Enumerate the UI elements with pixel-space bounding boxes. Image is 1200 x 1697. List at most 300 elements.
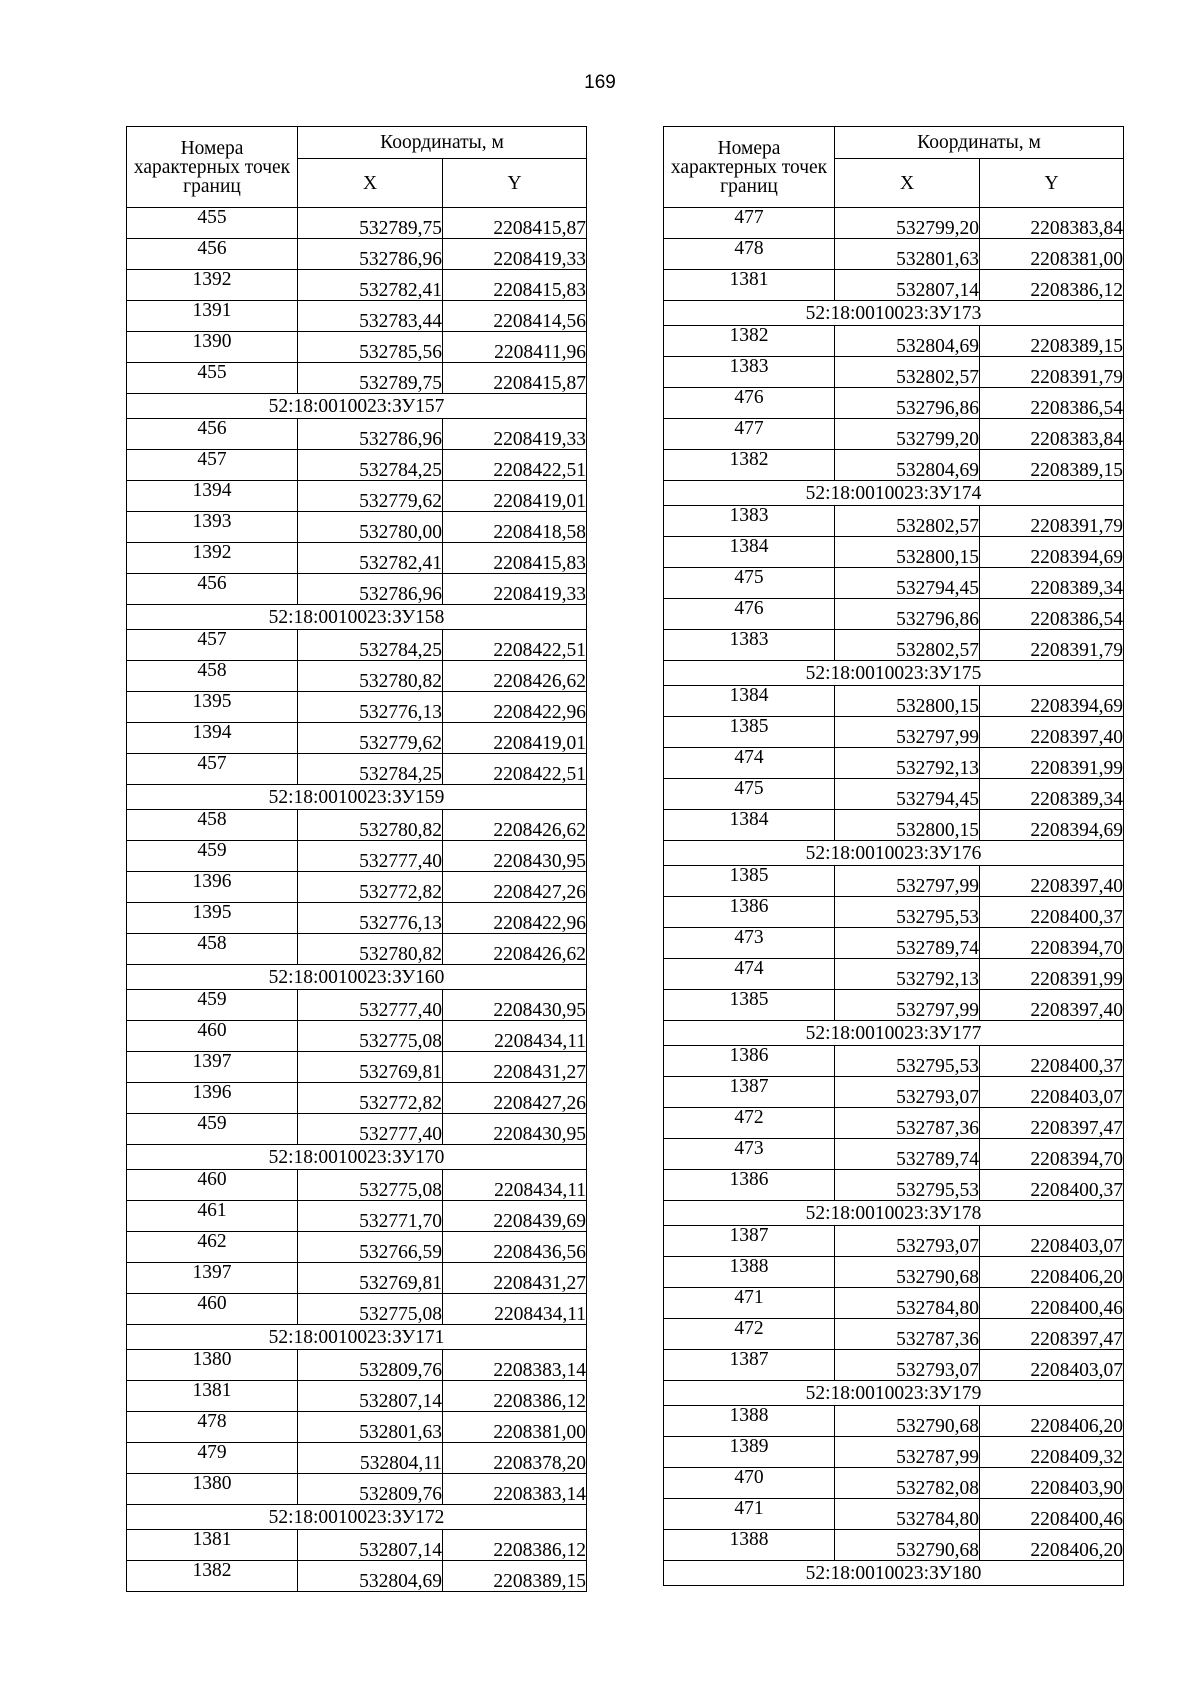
cadastral-number: 52:18:0010023:ЗУ173 <box>664 301 1124 326</box>
table-row <box>127 332 587 363</box>
x-coordinate: 532799,20 <box>835 208 980 239</box>
cadastral-number: 52:18:0010023:ЗУ177 <box>664 1021 1124 1046</box>
header-x: X <box>298 159 443 208</box>
point-number: 475 <box>664 779 835 810</box>
point-number: 459 <box>127 841 298 872</box>
table-row <box>127 1381 587 1412</box>
y-coordinate: 2208422,51 <box>443 754 587 785</box>
x-coordinate: 532790,68 <box>835 1530 980 1561</box>
x-coordinate: 532793,07 <box>835 1226 980 1257</box>
section-row <box>127 605 587 630</box>
y-coordinate: 2208378,20 <box>443 1443 587 1474</box>
point-number: 455 <box>127 363 298 394</box>
point-number: 1385 <box>664 990 835 1021</box>
x-coordinate: 532794,45 <box>835 779 980 810</box>
point-number: 1397 <box>127 1052 298 1083</box>
y-coordinate: 2208386,12 <box>443 1381 587 1412</box>
y-coordinate: 2208430,95 <box>443 990 587 1021</box>
point-number: 476 <box>664 599 835 630</box>
table-row <box>127 450 587 481</box>
x-coordinate: 532802,57 <box>835 630 980 661</box>
table-row <box>127 1232 587 1263</box>
table-row <box>127 301 587 332</box>
cadastral-number: 52:18:0010023:ЗУ170 <box>127 1145 587 1170</box>
y-coordinate: 2208419,01 <box>443 481 587 512</box>
point-number: 1384 <box>664 686 835 717</box>
section-row <box>127 785 587 810</box>
x-coordinate: 532801,63 <box>298 1412 443 1443</box>
point-number: 1396 <box>127 1083 298 1114</box>
y-coordinate: 2208389,34 <box>980 568 1124 599</box>
y-coordinate: 2208427,26 <box>443 1083 587 1114</box>
x-coordinate: 532769,81 <box>298 1052 443 1083</box>
point-number: 458 <box>127 934 298 965</box>
point-number: 1387 <box>664 1226 835 1257</box>
x-coordinate: 532795,53 <box>835 1046 980 1077</box>
point-number: 1396 <box>127 872 298 903</box>
x-coordinate: 532783,44 <box>298 301 443 332</box>
header-point-numbers: Номера характерных точек границ <box>664 127 835 208</box>
section-row <box>664 1561 1124 1586</box>
table-row <box>664 1170 1124 1201</box>
x-coordinate: 532809,76 <box>298 1350 443 1381</box>
table-row <box>127 1201 587 1232</box>
table-row <box>664 239 1124 270</box>
y-coordinate: 2208389,15 <box>980 326 1124 357</box>
section-row <box>664 841 1124 866</box>
y-coordinate: 2208415,87 <box>443 363 587 394</box>
y-coordinate: 2208394,69 <box>980 810 1124 841</box>
table-row <box>127 934 587 965</box>
x-coordinate: 532789,75 <box>298 208 443 239</box>
x-coordinate: 532796,86 <box>835 388 980 419</box>
x-coordinate: 532792,13 <box>835 748 980 779</box>
x-coordinate: 532804,69 <box>298 1561 443 1592</box>
y-coordinate: 2208400,37 <box>980 897 1124 928</box>
x-coordinate: 532779,62 <box>298 481 443 512</box>
table-row <box>664 959 1124 990</box>
point-number: 1382 <box>664 326 835 357</box>
x-coordinate: 532771,70 <box>298 1201 443 1232</box>
table-row <box>127 1443 587 1474</box>
cadastral-number: 52:18:0010023:ЗУ175 <box>664 661 1124 686</box>
section-row <box>664 481 1124 506</box>
table-row <box>127 208 587 239</box>
x-coordinate: 532792,13 <box>835 959 980 990</box>
x-coordinate: 532780,00 <box>298 512 443 543</box>
x-coordinate: 532787,99 <box>835 1437 980 1468</box>
x-coordinate: 532804,11 <box>298 1443 443 1474</box>
table-row <box>664 897 1124 928</box>
point-number: 1386 <box>664 897 835 928</box>
y-coordinate: 2208436,56 <box>443 1232 587 1263</box>
table-row <box>127 630 587 661</box>
point-number: 1381 <box>127 1530 298 1561</box>
table-row <box>664 810 1124 841</box>
y-coordinate: 2208400,46 <box>980 1288 1124 1319</box>
x-coordinate: 532777,40 <box>298 1114 443 1145</box>
table-body-right <box>664 208 1124 1586</box>
x-coordinate: 532800,15 <box>835 537 980 568</box>
section-row <box>127 394 587 419</box>
table-row <box>664 1468 1124 1499</box>
point-number: 1397 <box>127 1263 298 1294</box>
cadastral-number: 52:18:0010023:ЗУ157 <box>127 394 587 419</box>
table-row <box>664 1350 1124 1381</box>
x-coordinate: 532809,76 <box>298 1474 443 1505</box>
table-row <box>664 1319 1124 1350</box>
point-number: 1380 <box>127 1474 298 1505</box>
x-coordinate: 532782,08 <box>835 1468 980 1499</box>
y-coordinate: 2208383,84 <box>980 419 1124 450</box>
table-row <box>664 1077 1124 1108</box>
point-number: 460 <box>127 1021 298 1052</box>
table-row <box>664 1437 1124 1468</box>
point-number: 478 <box>664 239 835 270</box>
x-coordinate: 532785,56 <box>298 332 443 363</box>
x-coordinate: 532796,86 <box>835 599 980 630</box>
x-coordinate: 532784,80 <box>835 1499 980 1530</box>
point-number: 1380 <box>127 1350 298 1381</box>
x-coordinate: 532794,45 <box>835 568 980 599</box>
y-coordinate: 2208391,79 <box>980 506 1124 537</box>
y-coordinate: 2208397,47 <box>980 1108 1124 1139</box>
table-row <box>127 574 587 605</box>
x-coordinate: 532787,36 <box>835 1319 980 1350</box>
point-number: 1387 <box>664 1350 835 1381</box>
x-coordinate: 532772,82 <box>298 1083 443 1114</box>
table-row <box>127 872 587 903</box>
point-number: 1385 <box>664 866 835 897</box>
point-number: 457 <box>127 630 298 661</box>
point-number: 1384 <box>664 810 835 841</box>
y-coordinate: 2208397,40 <box>980 866 1124 897</box>
y-coordinate: 2208394,69 <box>980 537 1124 568</box>
point-number: 1392 <box>127 543 298 574</box>
table-row <box>127 1561 587 1592</box>
point-number: 471 <box>664 1288 835 1319</box>
y-coordinate: 2208422,51 <box>443 450 587 481</box>
point-number: 462 <box>127 1232 298 1263</box>
y-coordinate: 2208406,20 <box>980 1257 1124 1288</box>
point-number: 1393 <box>127 512 298 543</box>
header-x: X <box>835 159 980 208</box>
point-number: 1384 <box>664 537 835 568</box>
table-row <box>664 1499 1124 1530</box>
header-coordinates: Координаты, м <box>835 127 1124 159</box>
y-coordinate: 2208439,69 <box>443 1201 587 1232</box>
cadastral-number: 52:18:0010023:ЗУ172 <box>127 1505 587 1530</box>
table-row <box>127 1350 587 1381</box>
x-coordinate: 532777,40 <box>298 990 443 1021</box>
y-coordinate: 2208394,70 <box>980 1139 1124 1170</box>
page-number: 169 <box>584 72 616 93</box>
point-number: 1395 <box>127 692 298 723</box>
y-coordinate: 2208409,32 <box>980 1437 1124 1468</box>
cadastral-number: 52:18:0010023:ЗУ180 <box>664 1561 1124 1586</box>
y-coordinate: 2208426,62 <box>443 661 587 692</box>
y-coordinate: 2208422,51 <box>443 630 587 661</box>
table-row <box>127 754 587 785</box>
x-coordinate: 532786,96 <box>298 239 443 270</box>
table-row <box>127 723 587 754</box>
y-coordinate: 2208414,56 <box>443 301 587 332</box>
table-row <box>127 1021 587 1052</box>
section-row <box>664 1381 1124 1406</box>
y-coordinate: 2208406,20 <box>980 1406 1124 1437</box>
x-coordinate: 532777,40 <box>298 841 443 872</box>
cadastral-number: 52:18:0010023:ЗУ179 <box>664 1381 1124 1406</box>
y-coordinate: 2208419,33 <box>443 574 587 605</box>
table-row <box>664 537 1124 568</box>
y-coordinate: 2208415,83 <box>443 543 587 574</box>
x-coordinate: 532804,69 <box>835 450 980 481</box>
point-number: 475 <box>664 568 835 599</box>
y-coordinate: 2208386,54 <box>980 599 1124 630</box>
x-coordinate: 532800,15 <box>835 810 980 841</box>
point-number: 1389 <box>664 1437 835 1468</box>
point-number: 1386 <box>664 1046 835 1077</box>
y-coordinate: 2208397,40 <box>980 990 1124 1021</box>
point-number: 458 <box>127 810 298 841</box>
coordinates-table-left <box>126 126 587 1592</box>
table-row <box>664 357 1124 388</box>
x-coordinate: 532793,07 <box>835 1350 980 1381</box>
y-coordinate: 2208400,37 <box>980 1170 1124 1201</box>
x-coordinate: 532782,41 <box>298 543 443 574</box>
x-coordinate: 532800,15 <box>835 686 980 717</box>
x-coordinate: 532776,13 <box>298 692 443 723</box>
x-coordinate: 532797,99 <box>835 717 980 748</box>
table-row <box>127 419 587 450</box>
y-coordinate: 2208403,90 <box>980 1468 1124 1499</box>
table-row <box>664 748 1124 779</box>
table-row <box>127 990 587 1021</box>
x-coordinate: 532786,96 <box>298 574 443 605</box>
y-coordinate: 2208400,37 <box>980 1046 1124 1077</box>
y-coordinate: 2208386,54 <box>980 388 1124 419</box>
table-row <box>127 481 587 512</box>
point-number: 471 <box>664 1499 835 1530</box>
table-row <box>127 1170 587 1201</box>
table-row <box>664 270 1124 301</box>
point-number: 1394 <box>127 723 298 754</box>
x-coordinate: 532769,81 <box>298 1263 443 1294</box>
coordinates-table-right <box>663 126 1124 1586</box>
y-coordinate: 2208389,15 <box>980 450 1124 481</box>
point-number: 472 <box>664 1319 835 1350</box>
cadastral-number: 52:18:0010023:ЗУ158 <box>127 605 587 630</box>
table-row <box>664 1139 1124 1170</box>
point-number: 1394 <box>127 481 298 512</box>
table-row <box>664 450 1124 481</box>
y-coordinate: 2208431,27 <box>443 1052 587 1083</box>
table-row <box>664 1530 1124 1561</box>
section-row <box>127 1505 587 1530</box>
table-body-left <box>127 208 587 1592</box>
section-row <box>664 301 1124 326</box>
x-coordinate: 532780,82 <box>298 810 443 841</box>
table-row <box>127 239 587 270</box>
cadastral-number: 52:18:0010023:ЗУ174 <box>664 481 1124 506</box>
table-row <box>664 630 1124 661</box>
cadastral-number: 52:18:0010023:ЗУ171 <box>127 1325 587 1350</box>
table-row <box>664 326 1124 357</box>
y-coordinate: 2208391,79 <box>980 357 1124 388</box>
y-coordinate: 2208403,07 <box>980 1077 1124 1108</box>
y-coordinate: 2208430,95 <box>443 1114 587 1145</box>
x-coordinate: 532772,82 <box>298 872 443 903</box>
section-row <box>127 1325 587 1350</box>
table-row <box>664 388 1124 419</box>
point-number: 461 <box>127 1201 298 1232</box>
table-row <box>127 1474 587 1505</box>
table-row <box>664 990 1124 1021</box>
x-coordinate: 532766,59 <box>298 1232 443 1263</box>
point-number: 460 <box>127 1170 298 1201</box>
x-coordinate: 532795,53 <box>835 897 980 928</box>
point-number: 1381 <box>127 1381 298 1412</box>
point-number: 470 <box>664 1468 835 1499</box>
y-coordinate: 2208419,33 <box>443 419 587 450</box>
table-row <box>664 779 1124 810</box>
y-coordinate: 2208426,62 <box>443 934 587 965</box>
point-number: 1386 <box>664 1170 835 1201</box>
x-coordinate: 532802,57 <box>835 506 980 537</box>
point-number: 459 <box>127 990 298 1021</box>
table-row <box>664 928 1124 959</box>
point-number: 476 <box>664 388 835 419</box>
x-coordinate: 532790,68 <box>835 1406 980 1437</box>
table-row <box>127 1263 587 1294</box>
y-coordinate: 2208434,11 <box>443 1294 587 1325</box>
y-coordinate: 2208419,33 <box>443 239 587 270</box>
y-coordinate: 2208381,00 <box>980 239 1124 270</box>
table-row <box>127 841 587 872</box>
table-row <box>127 1294 587 1325</box>
x-coordinate: 532775,08 <box>298 1021 443 1052</box>
y-coordinate: 2208419,01 <box>443 723 587 754</box>
y-coordinate: 2208381,00 <box>443 1412 587 1443</box>
table-row <box>664 1257 1124 1288</box>
y-coordinate: 2208400,46 <box>980 1499 1124 1530</box>
point-number: 473 <box>664 1139 835 1170</box>
x-coordinate: 532804,69 <box>835 326 980 357</box>
header-y: Y <box>980 159 1124 208</box>
y-coordinate: 2208418,58 <box>443 512 587 543</box>
point-number: 456 <box>127 574 298 605</box>
table-row <box>664 599 1124 630</box>
point-number: 458 <box>127 661 298 692</box>
table-row <box>127 1412 587 1443</box>
x-coordinate: 532797,99 <box>835 990 980 1021</box>
point-number: 1395 <box>127 903 298 934</box>
y-coordinate: 2208397,40 <box>980 717 1124 748</box>
x-coordinate: 532790,68 <box>835 1257 980 1288</box>
section-row <box>127 1145 587 1170</box>
y-coordinate: 2208430,95 <box>443 841 587 872</box>
x-coordinate: 532776,13 <box>298 903 443 934</box>
point-number: 1388 <box>664 1257 835 1288</box>
x-coordinate: 532799,20 <box>835 419 980 450</box>
table-row <box>127 661 587 692</box>
point-number: 457 <box>127 754 298 785</box>
section-row <box>664 1201 1124 1226</box>
point-number: 1383 <box>664 357 835 388</box>
x-coordinate: 532802,57 <box>835 357 980 388</box>
cadastral-number: 52:18:0010023:ЗУ159 <box>127 785 587 810</box>
point-number: 456 <box>127 239 298 270</box>
x-coordinate: 532789,74 <box>835 928 980 959</box>
point-number: 459 <box>127 1114 298 1145</box>
point-number: 1383 <box>664 506 835 537</box>
table-row <box>664 568 1124 599</box>
table-row <box>127 270 587 301</box>
y-coordinate: 2208383,14 <box>443 1350 587 1381</box>
y-coordinate: 2208394,70 <box>980 928 1124 959</box>
table-row <box>664 717 1124 748</box>
table-row <box>127 810 587 841</box>
section-row <box>664 1021 1124 1046</box>
y-coordinate: 2208434,11 <box>443 1021 587 1052</box>
y-coordinate: 2208415,83 <box>443 270 587 301</box>
table-row <box>664 506 1124 537</box>
point-number: 456 <box>127 419 298 450</box>
y-coordinate: 2208422,96 <box>443 903 587 934</box>
x-coordinate: 532775,08 <box>298 1294 443 1325</box>
table-row <box>664 1226 1124 1257</box>
table-row <box>127 1052 587 1083</box>
x-coordinate: 532789,75 <box>298 363 443 394</box>
point-number: 457 <box>127 450 298 481</box>
table-row <box>127 363 587 394</box>
point-number: 1383 <box>664 630 835 661</box>
x-coordinate: 532807,14 <box>298 1530 443 1561</box>
table-row <box>664 1406 1124 1437</box>
point-number: 474 <box>664 959 835 990</box>
x-coordinate: 532793,07 <box>835 1077 980 1108</box>
x-coordinate: 532786,96 <box>298 419 443 450</box>
point-number: 1392 <box>127 270 298 301</box>
header-coordinates: Координаты, м <box>298 127 587 159</box>
x-coordinate: 532807,14 <box>298 1381 443 1412</box>
y-coordinate: 2208403,07 <box>980 1350 1124 1381</box>
x-coordinate: 532782,41 <box>298 270 443 301</box>
x-coordinate: 532775,08 <box>298 1170 443 1201</box>
x-coordinate: 532789,74 <box>835 1139 980 1170</box>
x-coordinate: 532801,63 <box>835 239 980 270</box>
y-coordinate: 2208391,99 <box>980 959 1124 990</box>
y-coordinate: 2208431,27 <box>443 1263 587 1294</box>
cadastral-number: 52:18:0010023:ЗУ178 <box>664 1201 1124 1226</box>
y-coordinate: 2208383,14 <box>443 1474 587 1505</box>
point-number: 1382 <box>664 450 835 481</box>
table-row <box>664 686 1124 717</box>
y-coordinate: 2208403,07 <box>980 1226 1124 1257</box>
point-number: 1385 <box>664 717 835 748</box>
point-number: 1381 <box>664 270 835 301</box>
table-row <box>664 208 1124 239</box>
x-coordinate: 532784,25 <box>298 450 443 481</box>
header-point-numbers: Номера характерных точек границ <box>127 127 298 208</box>
point-number: 1388 <box>664 1406 835 1437</box>
point-number: 1382 <box>127 1561 298 1592</box>
table-row <box>127 512 587 543</box>
x-coordinate: 532784,80 <box>835 1288 980 1319</box>
y-coordinate: 2208386,12 <box>980 270 1124 301</box>
x-coordinate: 532780,82 <box>298 934 443 965</box>
point-number: 1391 <box>127 301 298 332</box>
